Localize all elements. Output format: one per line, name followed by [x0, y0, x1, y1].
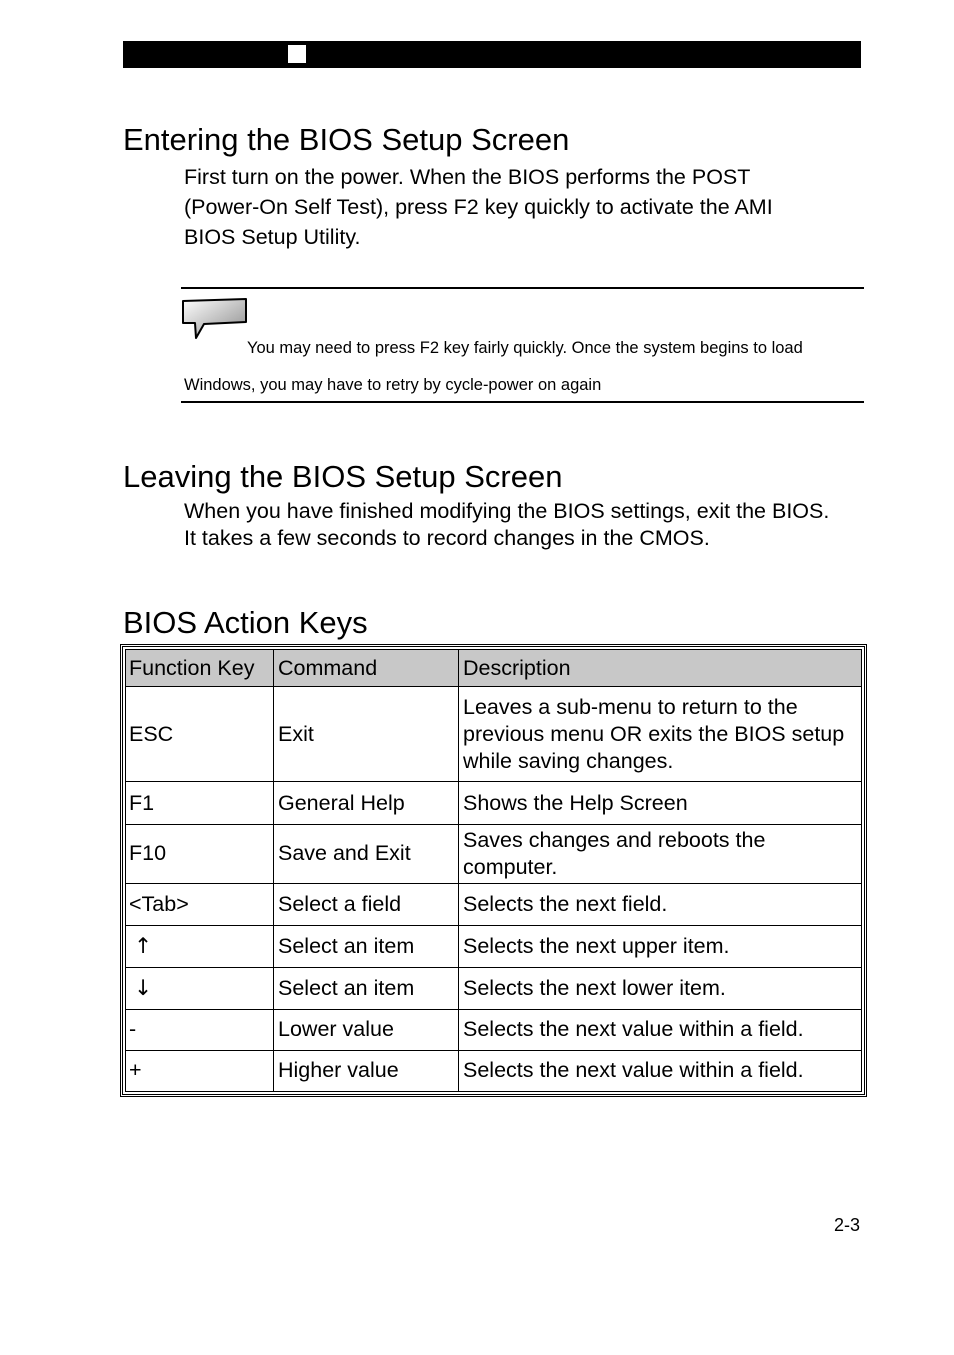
entering-line: BIOS Setup Utility.	[184, 225, 361, 249]
header-command: Command	[274, 650, 459, 687]
header-function-key: Function Key	[126, 650, 274, 687]
description-cell: Selects the next value within a field.	[459, 1050, 862, 1091]
table-row	[126, 883, 862, 925]
entering-title: Entering the BIOS Setup Screen	[123, 122, 570, 157]
note-text-line: Windows, you may have to retry by cycle-power on again	[184, 376, 602, 394]
command-cell: Save and Exit	[274, 824, 459, 883]
description-cell: Selects the next lower item.	[459, 968, 862, 1009]
entering-line: First turn on the power. When the BIOS performs the POST	[184, 165, 751, 189]
leaving-paragraph	[184, 498, 829, 552]
table-row	[126, 824, 862, 883]
description-cell: Selects the next upper item.	[459, 926, 862, 968]
command-cell: Exit	[274, 687, 459, 782]
description-line: Leaves a sub-menu to return to the	[463, 694, 798, 719]
description-line: previous menu OR exits the BIOS setup	[463, 721, 845, 746]
note-text-line: You may need to press F2 key fairly quickly. Once the system begins to load	[247, 339, 803, 357]
description-line: computer.	[463, 854, 558, 879]
command-cell: Higher value	[274, 1050, 459, 1091]
leaving-line: When you have finished modifying the BIOS settings, exit the BIOS.	[184, 499, 830, 523]
down-arrow-key-cell: ↓	[126, 968, 274, 1009]
page-number: 2-3	[833, 1215, 860, 1235]
command-cell: Select a field	[274, 883, 459, 925]
table-row	[126, 926, 862, 968]
description-cell	[459, 687, 862, 782]
table-row	[126, 1009, 862, 1050]
action-keys-table	[120, 644, 867, 1097]
key-cell: F1	[126, 782, 274, 824]
key-cell: <Tab>	[126, 883, 274, 925]
header-description: Description	[459, 650, 862, 687]
note-top-rule	[181, 287, 864, 289]
command-cell: Select an item	[274, 968, 459, 1009]
entering-line: (Power-On Self Test), press F2 key quickly to activate the AMI	[184, 195, 773, 219]
leaving-title: Leaving the BIOS Setup Screen	[123, 459, 563, 494]
table-row	[126, 782, 862, 824]
command-cell: Lower value	[274, 1009, 459, 1050]
command-cell: General Help	[274, 782, 459, 824]
description-cell: Shows the Help Screen	[459, 782, 862, 824]
table-header-row	[126, 650, 862, 687]
key-cell: -	[126, 1009, 274, 1050]
header-bar	[123, 41, 861, 68]
speech-bubble-note-icon	[182, 298, 248, 340]
entering-paragraph	[184, 162, 773, 252]
up-arrow-key-cell: ↑	[126, 926, 274, 968]
description-line: Saves changes and reboots the	[463, 827, 766, 852]
keys-title: BIOS Action Keys	[123, 605, 368, 640]
leaving-line: It takes a few seconds to record changes in the CMOS.	[184, 526, 710, 550]
description-cell: Selects the next value within a field.	[459, 1009, 862, 1050]
key-cell: F10	[126, 824, 274, 883]
key-cell: +	[126, 1050, 274, 1091]
description-cell	[459, 824, 862, 883]
key-cell: ESC	[126, 687, 274, 782]
description-line: while saving changes.	[463, 748, 674, 773]
table-row	[126, 1050, 862, 1091]
table-row	[126, 687, 862, 782]
description-cell: Selects the next field.	[459, 883, 862, 925]
table-row	[126, 968, 862, 1009]
header-marker	[288, 45, 306, 63]
command-cell: Select an item	[274, 926, 459, 968]
note-bottom-rule	[181, 401, 864, 403]
